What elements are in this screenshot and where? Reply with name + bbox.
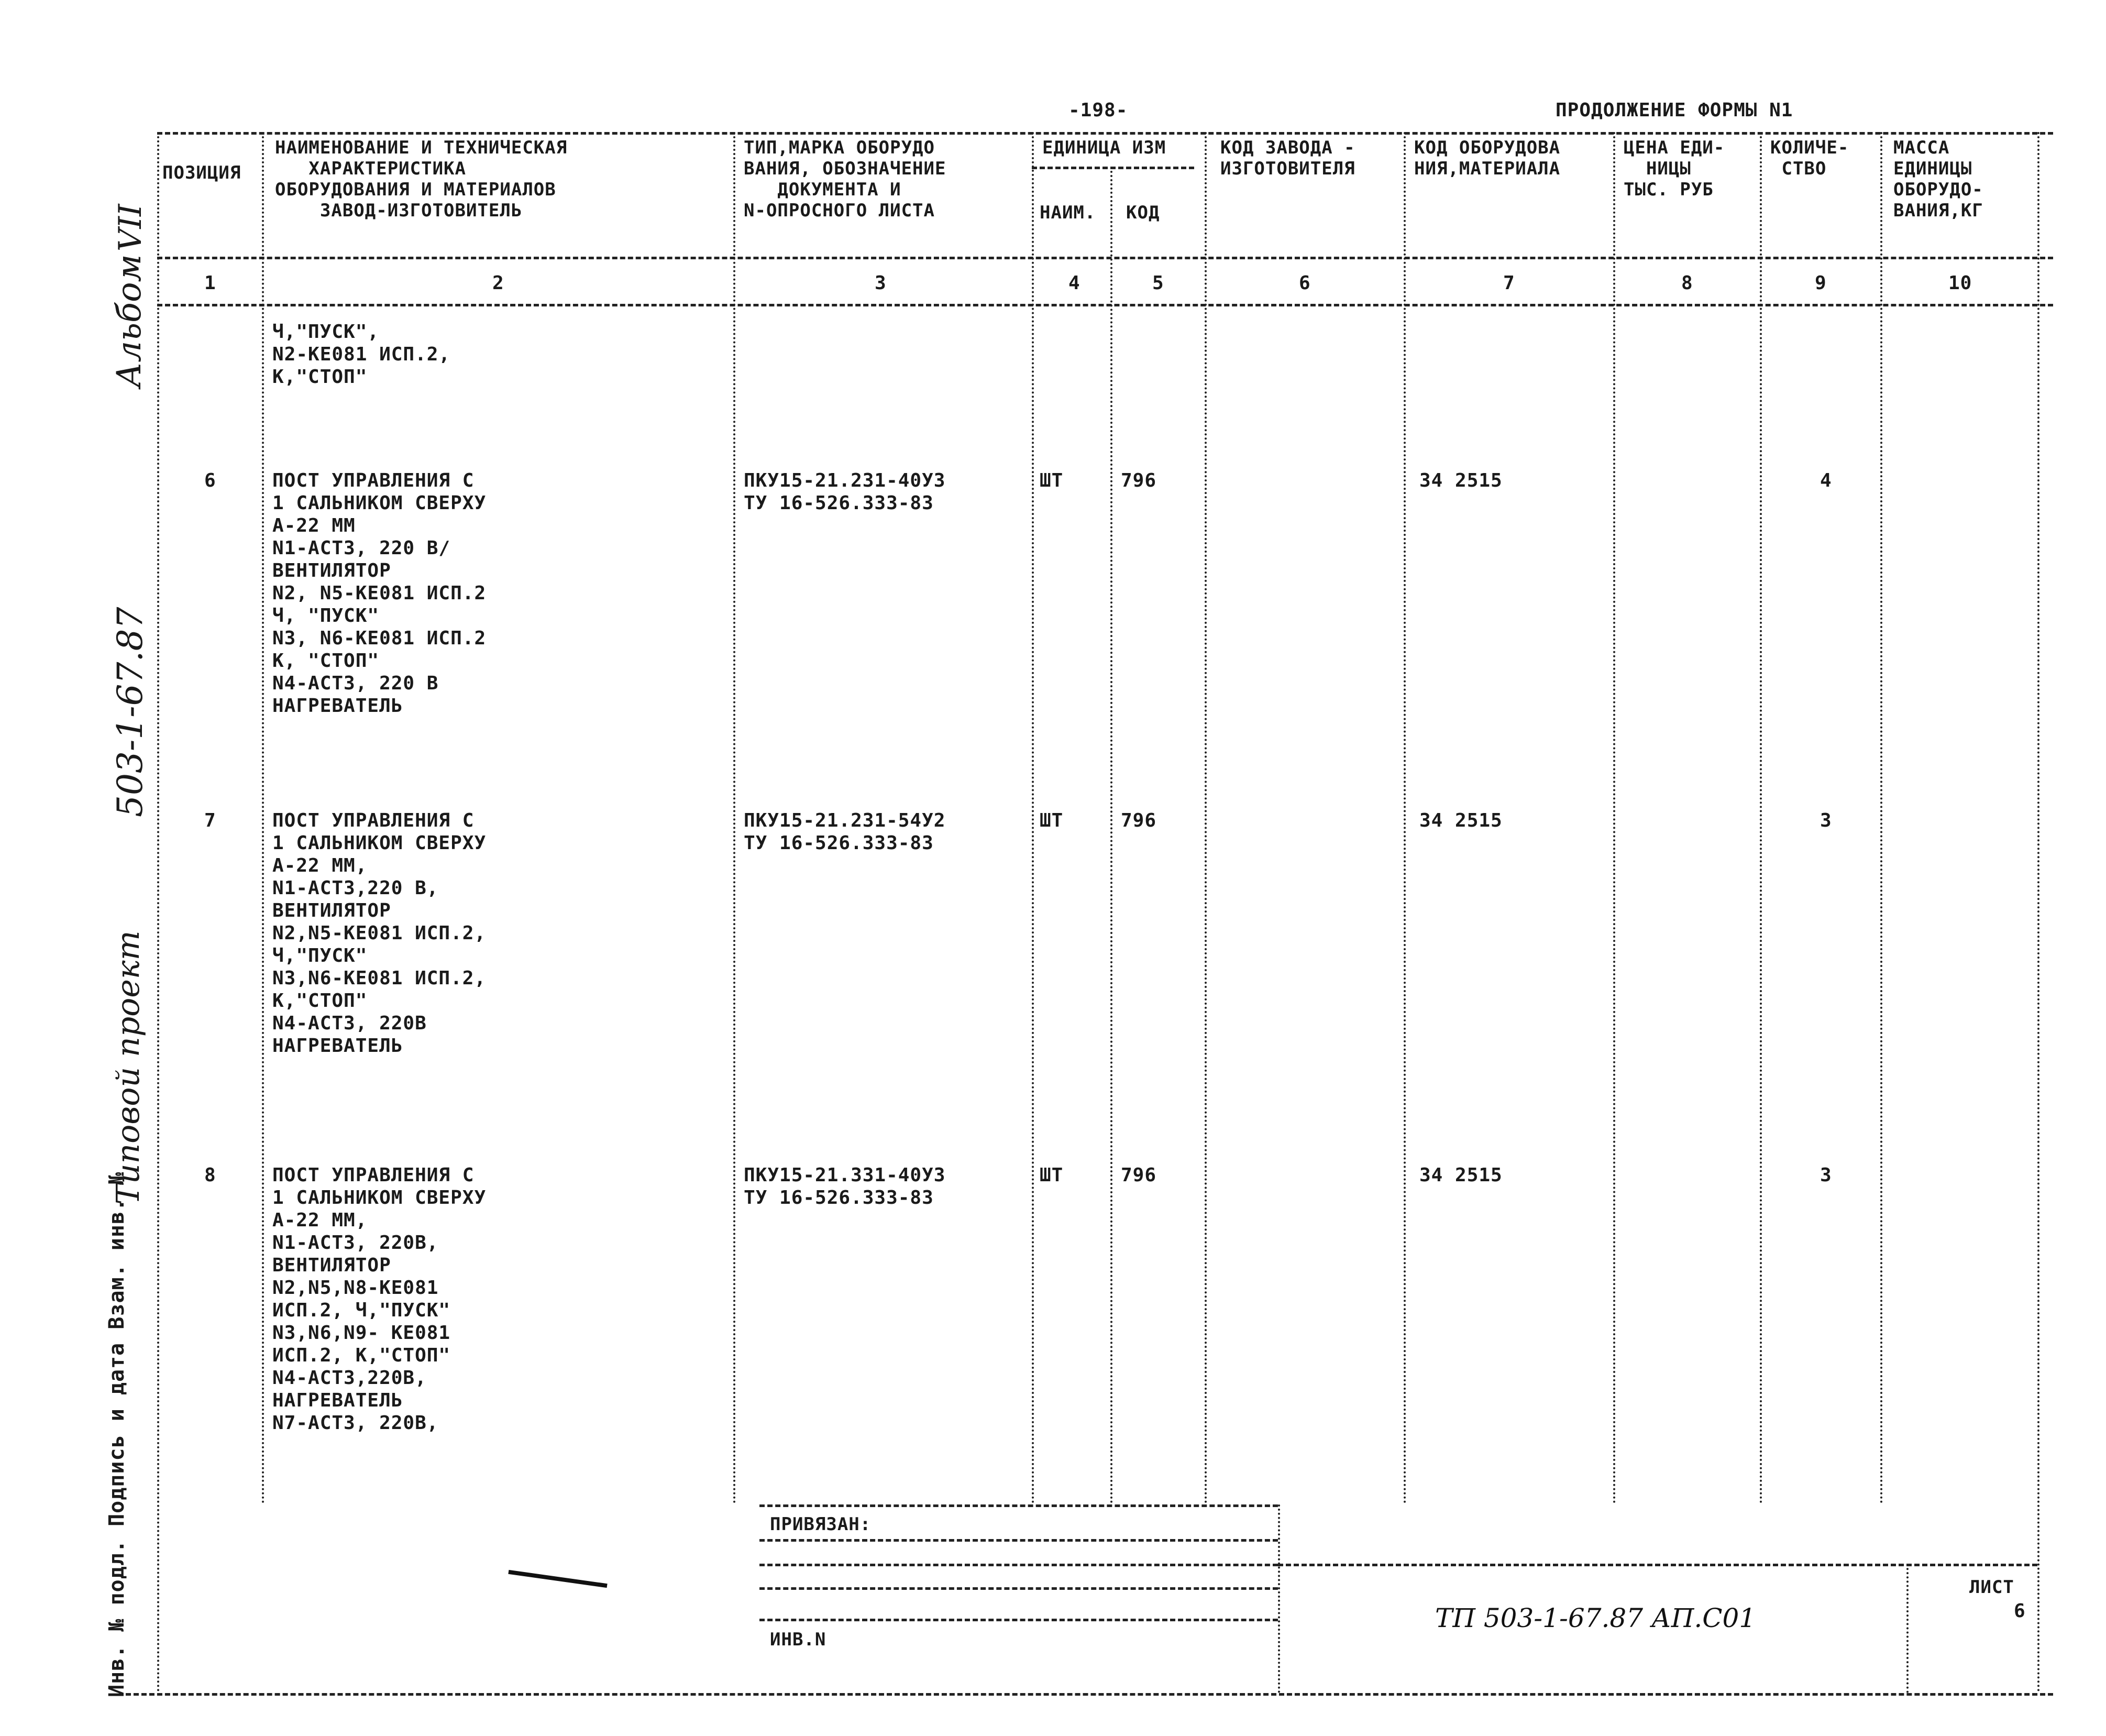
continuation-title: ПРОДОЛЖЕНИЕ ФОРМЫ N1	[1556, 100, 1793, 121]
row-6-name: ПОСТ УПРАВЛЕНИЯ С 1 САЛЬНИКОМ СВЕРХУ А-22 ММ N1-АСТ3, 220 В/ ВЕНТИЛЯТОР N2, N5-КЕ081 ИСП.2 Ч, "ПУСК" N3, N6-КЕ081 ИСП.2 К, "СТОП" N4-АСТ3, 220 В НАГРЕВАТЕЛЬ	[272, 470, 487, 717]
col-divider	[1613, 132, 1615, 1504]
row-8-position: 8	[204, 1164, 216, 1186]
row-8-name: ПОСТ УПРАВЛЕНИЯ С 1 САЛЬНИКОМ СВЕРХУ А-22 ММ, N1-АСТ3, 220В, ВЕНТИЛЯТОР N2,N5,N8-КЕ081 ИСП.2, Ч,"ПУСК" N3,N6,N9- КЕ081 ИСП.2, К,"СТОП" N4-АСТ3,220В, НАГРЕВАТЕЛЬ N7-АСТ3, 220В,	[272, 1164, 487, 1434]
stamp-divider	[1278, 1504, 1280, 1693]
project-label: Типовой проект	[110, 930, 147, 1205]
header-factory-code: КОД ЗАВОДА - ИЗГОТОВИТЕЛЯ	[1220, 137, 1355, 179]
row-7-quantity: 3	[1820, 810, 1832, 831]
sheet-label: ЛИСТ	[1969, 1577, 2014, 1598]
header-unit-code: КОД	[1126, 202, 1160, 223]
row-8-unit-code: 796	[1121, 1164, 1157, 1186]
stamp-line	[759, 1539, 1278, 1542]
col-number-2: 2	[492, 272, 504, 294]
pen-stroke	[508, 1570, 607, 1588]
row-0-name: Ч,"ПУСК", N2-КЕ081 ИСП.2, К,"СТОП"	[272, 321, 451, 388]
row-6-type: ПКУ15-21.231-40У3 ТУ 16-526.333-83	[744, 470, 946, 514]
unit-subheader-line	[1032, 167, 1194, 169]
row-7-position: 7	[204, 810, 216, 831]
col-divider	[733, 132, 735, 1504]
col-number-1: 1	[204, 272, 216, 294]
row-7-type: ПКУ15-21.231-54У2 ТУ 16-526.333-83	[744, 810, 946, 854]
stamp-line	[759, 1619, 1278, 1621]
col-number-8: 8	[1681, 272, 1693, 294]
col-number-7: 7	[1503, 272, 1515, 294]
stamp-divider	[1906, 1564, 1909, 1693]
col-divider	[1205, 132, 1207, 1504]
header-unit-name: НАИМ.	[1040, 202, 1096, 223]
row-7-name: ПОСТ УПРАВЛЕНИЯ С 1 САЛЬНИКОМ СВЕРХУ А-22 ММ, N1-АСТ3,220 В, ВЕНТИЛЯТОР N2,N5-КЕ081 ИСП.2, Ч,"ПУСК" N3,N6-КЕ081 ИСП.2, К,"СТОП" N4-АСТ3, 220В НАГРЕВАТЕЛЬ	[272, 810, 487, 1057]
header-bottom-border	[157, 257, 2053, 259]
row-7-unit-code: 796	[1121, 810, 1157, 831]
row-6-quantity: 4	[1820, 470, 1832, 491]
header-price: ЦЕНА ЕДИ- НИЦЫ ТЫС. РУБ	[1624, 137, 1725, 200]
margin-stamp: Инв. № подл. Подпись и дата Взам. инв. №	[105, 1171, 129, 1697]
col-number-10: 10	[1948, 272, 1972, 294]
table-top-border	[157, 132, 2053, 135]
header-equipment-code: КОД ОБОРУДОВА НИЯ,МАТЕРИАЛА	[1414, 137, 1561, 179]
project-code: 503-1-67.87	[110, 607, 150, 817]
row-6-position: 6	[204, 470, 216, 491]
header-quantity: КОЛИЧЕ- СТВО	[1770, 137, 1849, 179]
stamp-right-line	[1278, 1564, 2037, 1566]
row-8-unit: ШТ	[1040, 1164, 1064, 1186]
col-number-3: 3	[875, 272, 887, 294]
col-divider	[262, 132, 264, 1504]
header-name: НАИМЕНОВАНИЕ И ТЕХНИЧЕСКАЯ ХАРАКТЕРИСТИКА ОБОРУДОВАНИЯ И МАТЕРИАЛОВ ЗАВОД-ИЗГОТОВИТЕЛЬ	[275, 137, 568, 221]
header-type: ТИП,МАРКА ОБОРУДО ВАНИЯ, ОБОЗНАЧЕНИЕ ДОКУМЕНТА И N-ОПРОСНОГО ЛИСТА	[744, 137, 946, 221]
attached-label: ПРИВЯЗАН:	[770, 1514, 872, 1535]
row-6-unit: ШТ	[1040, 470, 1064, 491]
col-divider	[1032, 132, 1034, 1504]
page-number: -198-	[1068, 100, 1128, 121]
row-8-type: ПКУ15-21.331-40У3 ТУ 16-526.333-83	[744, 1164, 946, 1208]
col-divider	[1404, 132, 1406, 1504]
row-8-quantity: 3	[1820, 1164, 1832, 1186]
row-7-unit: ШТ	[1040, 810, 1064, 831]
col-divider	[1760, 132, 1762, 1504]
colnum-bottom-border	[157, 304, 2053, 306]
row-6-equipment-code: 34 2515	[1419, 470, 1503, 491]
sheet-number: 6	[2014, 1600, 2026, 1622]
header-position: ПОЗИЦИЯ	[162, 162, 241, 183]
stamp-line	[759, 1587, 1278, 1590]
inventory-label: ИНВ.N	[770, 1629, 826, 1650]
stamp-line	[759, 1564, 1278, 1566]
stamp-top-border	[759, 1504, 1278, 1507]
header-unit: ЕДИНИЦА ИЗМ	[1042, 137, 1166, 158]
col-divider	[157, 132, 159, 1693]
album-label: Альбом	[110, 254, 149, 388]
col-divider	[1880, 132, 1882, 1504]
col-number-6: 6	[1299, 272, 1311, 294]
col-number-9: 9	[1815, 272, 1827, 294]
row-6-unit-code: 796	[1121, 470, 1157, 491]
col-divider	[2037, 132, 2039, 1693]
col-number-5: 5	[1152, 272, 1164, 294]
col-divider	[1110, 167, 1112, 1504]
album-number: VII	[112, 204, 149, 251]
row-7-equipment-code: 34 2515	[1419, 810, 1503, 831]
row-8-equipment-code: 34 2515	[1419, 1164, 1503, 1186]
table-bottom-border	[126, 1693, 2053, 1696]
document-code: ТП 503-1-67.87 АП.С01	[1435, 1603, 1756, 1633]
header-mass: МАССА ЕДИНИЦЫ ОБОРУДО- ВАНИЯ,КГ	[1893, 137, 1983, 221]
col-number-4: 4	[1068, 272, 1080, 294]
